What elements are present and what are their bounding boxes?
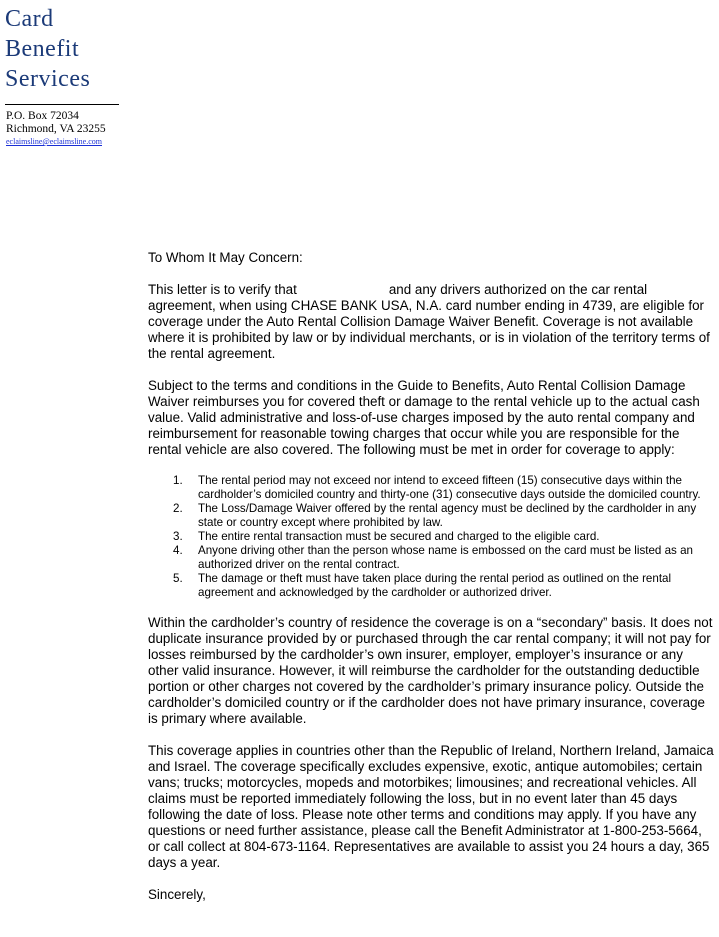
address-line-2: Richmond, VA 23255	[6, 123, 106, 135]
verification-text: and any drivers authorized on the car rental agreement, when using CHASE BANK USA, N.A. card number ending in 4739, are eligible for coverage under the Auto Rental Collision Damage Waiver Benefit. Coverage is not available where it is prohibited by law or by individual merchants, or is in violation of the territory terms of the rental agreement.	[148, 282, 710, 361]
requirements-list	[148, 474, 714, 600]
company-logo	[5, 4, 90, 94]
list-item-text: The damage or theft must have taken place during the rental period as outlined on the rental agreement and acknowledged by the cardholder or authorized driver.	[198, 572, 672, 599]
list-item-text: The Loss/Damage Waiver offered by the rental agency must be declined by the cardholder in any state or country except where prohibited by law.	[198, 502, 697, 529]
email-link[interactable]: eclaimsline@eclaimsline.com	[6, 137, 102, 146]
list-item-number: 3.	[173, 530, 183, 543]
paragraph-exclusions: This coverage applies in countries other than the Republic of Ireland, Northern Ireland, Jamaica and Israel. The coverage specifically excludes expensive, exotic, antique automobiles; certain vans; trucks; motorcycles, mopeds and motorbikes; limousines; and recreational vehicles. All claims must be reported immediately following the loss, but in no event later than 45 days following the date of loss. Please note other terms and conditions may apply. If you have any questions or need further assistance, please call the Benefit Administrator at 1-800-253-5664, or call collect at 804-673-1164. Representatives are available to assist you 24 hours a day, 365 days a year.	[148, 743, 714, 870]
list-item-number: 2.	[173, 502, 183, 515]
list-item-number: 1.	[173, 474, 183, 487]
logo-line-2: Benefit	[5, 36, 80, 62]
list-item-number: 5.	[173, 572, 183, 585]
address-line-1: P.O. Box 72034	[6, 110, 79, 122]
header-divider	[5, 104, 119, 105]
list-item	[148, 530, 714, 544]
list-item-number: 4.	[173, 544, 183, 557]
closing: Sincerely,	[148, 887, 206, 902]
paragraph-secondary-coverage: Within the cardholder’s country of residence the coverage is on a “secondary” basis. It does not duplicate insurance provided by or purchased through the car rental company; it will not pay for losses reimbursed by the cardholder’s own insurer, employer, employer’s insurance or any other valid insurance. However, it will reimburse the cardholder for the outstanding deductible portion or other charges not covered by the cardholder’s primary insurance policy. Outside the cardholder’s domiciled country or if the cardholder does not have primary insurance, coverage is primary where available.	[148, 615, 713, 726]
list-item-text: The rental period may not exceed nor intend to exceed fifteen (15) consecutive days within the cardholder’s domiciled country and thirty-one (31) consecutive days outside the domiciled country.	[198, 474, 701, 501]
letter-body	[148, 250, 714, 919]
logo-line-1: Card	[5, 6, 54, 32]
verification-lead: This letter is to verify that	[148, 282, 297, 297]
list-item	[148, 502, 714, 530]
paragraph-verification	[148, 282, 714, 362]
list-item-text: The entire rental transaction must be secured and charged to the eligible card.	[198, 530, 600, 543]
list-item-text: Anyone driving other than the person whose name is embossed on the card must be listed as an authorized driver on the rental contract.	[198, 544, 693, 571]
list-item	[148, 544, 714, 572]
paragraph-terms: Subject to the terms and conditions in the Guide to Benefits, Auto Rental Collision Damage Waiver reimburses you for covered theft or damage to the rental vehicle up to the actual cash value. Valid administrative and loss-of-use charges imposed by the auto rental company and reimbursement for reasonable towing charges that occur while you are responsible for the rental vehicle are also covered. The following must be met in order for coverage to apply:	[148, 378, 700, 457]
return-address	[6, 110, 106, 147]
list-item	[148, 474, 714, 502]
salutation: To Whom It May Concern:	[148, 250, 303, 265]
list-item	[148, 572, 714, 600]
logo-line-3: Services	[5, 66, 91, 92]
